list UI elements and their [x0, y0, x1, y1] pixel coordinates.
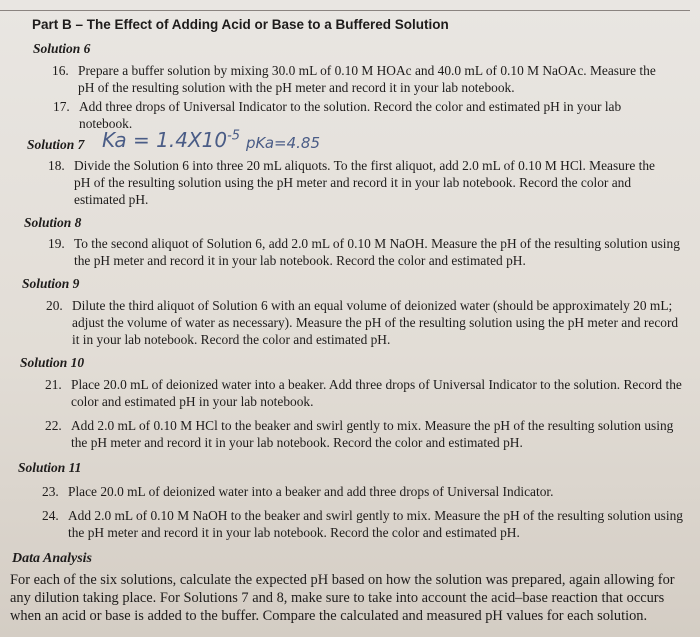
- step-text: Add three drops of Universal Indicator to the solution. Record the color and estimated pH in your lab notebook.: [79, 99, 622, 131]
- step-number: 24.: [42, 508, 59, 523]
- step-19: [48, 235, 680, 269]
- step-number: 20.: [46, 298, 63, 313]
- handwritten-pka: pKa=4.85: [246, 134, 320, 152]
- step-text: Add 2.0 mL of 0.10 M HCl to the beaker and swirl gently to mix. Measure the pH of the resulting solution using the pH meter and record it in your lab notebook. Record the color and estimated pH.: [71, 418, 674, 450]
- step-text: Add 2.0 mL of 0.10 M NaOH to the beaker and swirl gently to mix. Measure the pH of the resulting solution using the pH meter and record it in your lab notebook. Record the color and estimated pH.: [68, 508, 684, 540]
- step-text: Divide the Solution 6 into three 20 mL aliquots. To the first aliquot, add 2.0 mL of 0.10 M HCl. Measure the pH of the resulting solution using the pH meter and record it in your lab notebook. Record the color and estimated pH.: [74, 158, 655, 207]
- step-23: [42, 483, 683, 500]
- step-number: 23.: [42, 484, 59, 499]
- handwritten-ka: $Ka = 1.4X10^{-5}$: [102, 128, 241, 152]
- step-number: 18.: [48, 158, 65, 173]
- solution-11-label: Solution 11: [18, 460, 82, 475]
- step-text: Place 20.0 mL of deionized water into a beaker. Add three drops of Universal Indicator to the solution. Record the color and estimated pH in your lab notebook.: [71, 377, 682, 409]
- solution-9-label: Solution 9: [22, 276, 80, 291]
- solution-7-label: Solution 7: [27, 137, 85, 152]
- data-analysis-paragraph: For each of the six solutions, calculate the expected pH based on how the solution was prepared, again allowing for any dilution taking place. For Solutions 7 and 8, make sure to take into account the acid–base reaction that occurs when an acid or base is added to the buffer. Compare the calculated and measured pH values for each solution.: [10, 572, 675, 624]
- step-text: Dilute the third aliquot of Solution 6 with an equal volume of deionized water (should be approximately 20 mL; adjust the volume of water as necessary). Measure the pH of the resulting solution using the pH meter and record it in your lab notebook. Record the color and estimated pH.: [72, 298, 679, 347]
- step-21: [45, 376, 683, 410]
- step-number: 21.: [45, 377, 62, 392]
- step-text: To the second aliquot of Solution 6, add 2.0 mL of 0.10 M NaOH. Measure the pH of the resulting solution using the pH meter and record it in your lab notebook. Record the color and estimated pH.: [74, 236, 680, 268]
- step-17: [53, 98, 664, 132]
- step-22: [45, 417, 685, 451]
- top-rule: [0, 10, 690, 11]
- data-analysis-heading: Data Analysis: [12, 551, 92, 566]
- step-text: Prepare a buffer solution by mixing 30.0 mL of 0.10 M HOAc and 40.0 mL of 0.10 M NaOAc. Measure the pH of the resulting solution with the pH meter and record it in your lab notebook.: [78, 63, 656, 95]
- step-text: Place 20.0 mL of deionized water into a beaker and add three drops of Universal Indicator.: [68, 484, 554, 499]
- solution-10-label: Solution 10: [20, 355, 85, 370]
- solution-6-label: Solution 6: [33, 41, 91, 56]
- step-16: [52, 62, 668, 96]
- part-title: Part B – The Effect of Adding Acid or Base to a Buffered Solution: [32, 17, 449, 32]
- step-number: 19.: [48, 236, 65, 251]
- step-number: 16.: [52, 63, 69, 78]
- step-18: [48, 157, 674, 208]
- step-number: 17.: [53, 99, 70, 114]
- step-24: [42, 507, 690, 541]
- step-20: [46, 297, 682, 348]
- solution-8-label: Solution 8: [24, 215, 82, 230]
- step-number: 22.: [45, 418, 62, 433]
